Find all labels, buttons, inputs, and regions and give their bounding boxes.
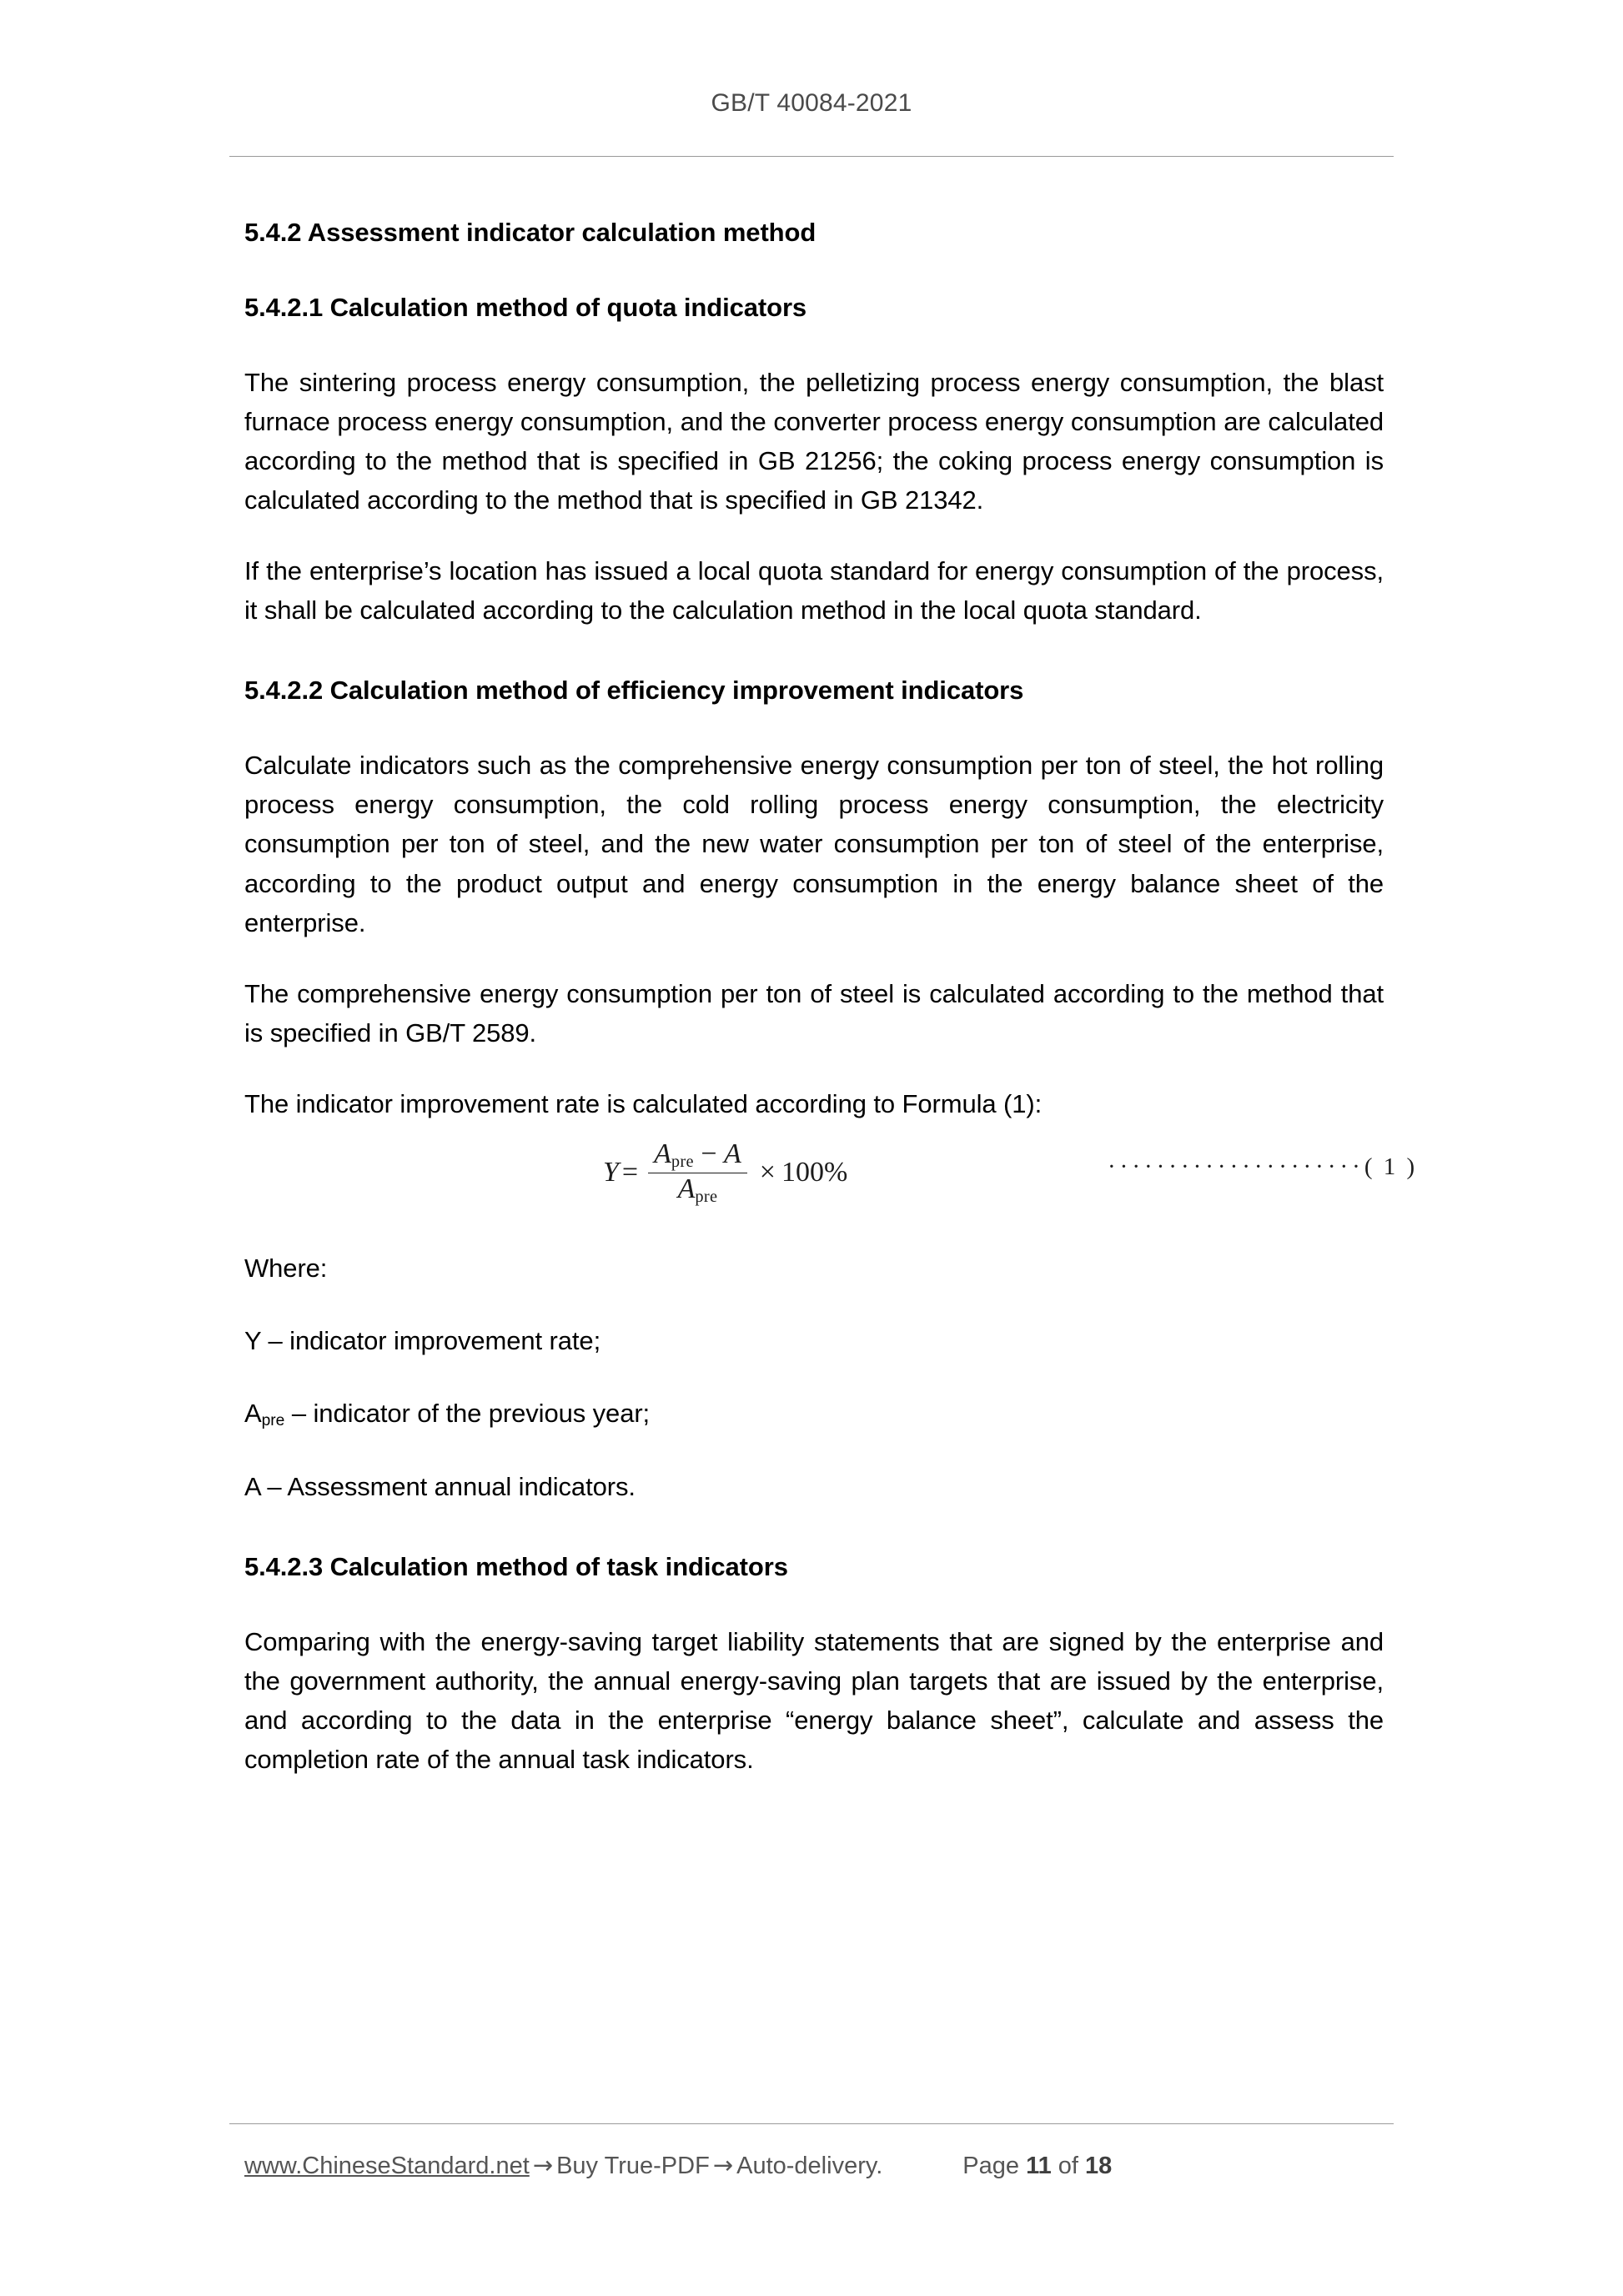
formula-number-1 [1108,1153,1417,1181]
spacer [244,630,1384,673]
spacer [244,1585,1384,1622]
footer-divider [229,2123,1394,2124]
formula-fraction [648,1138,747,1208]
arrow-right-icon-2: → [712,2151,734,2179]
formula-equals: = [621,1157,639,1188]
header-standard-number: GB/T 40084-2021 [711,89,912,117]
numerator-b: A [724,1138,741,1170]
definition-a: A – Assessment annual indicators. [244,1471,636,1501]
formula-1-expression [603,1138,847,1208]
numerator-a: A [654,1138,671,1170]
footer-website-link[interactable]: www.ChineseStandard.net [244,2153,530,2179]
formula-factor: 100% [781,1157,848,1188]
spacer [244,1360,1384,1394]
page-label: Page [962,2153,1019,2179]
spacer [244,250,1384,290]
arrow-right-icon: → [532,2151,554,2179]
paragraph-local-quota-standard: If the enterprise’s location has issued a local quota standard for energy consumption of the process, it shall be calculated according to the calculation method in the local quota standard. [244,556,1384,625]
heading-5-4-2-1: 5.4.2.1 Calculation method of quota indicators [244,292,807,322]
paragraph-gbt-2589: The comprehensive energy consumption per ton of steel is calculated according to the method that is specified in GB/T 2589. [244,978,1384,1048]
footer-delivery-text: Auto-delivery. [736,2153,883,2179]
spacer [244,1288,1384,1321]
denominator-a-subscript: pre [695,1188,718,1207]
spacer [244,708,1384,746]
numerator-a-subscript: pre [671,1153,694,1172]
heading-5-4-2-3: 5.4.2.3 Calculation method of task indicators [244,1551,788,1581]
definition-y: Y – indicator improvement rate; [244,1326,601,1356]
dot-leaders: ····················· [1108,1153,1364,1181]
where-label: Where: [244,1254,328,1284]
formula-block [244,1123,1418,1248]
denominator-a: A [677,1173,696,1205]
definition-a-pre [244,1394,1384,1433]
header-divider [229,156,1394,157]
paragraph-quota-calculation: The sintering process energy consumption, the pelletizing process energy consumption, the blast furnace process energy consumption, and the converter process energy consumption are calculated according to the method that is specified in GB 21256; the coking process energy consumption is calculated according to the method that is specified in GB 21342. [244,367,1384,515]
formula-lhs: Y [603,1157,619,1188]
formula-times: × [759,1157,776,1188]
formula-index: ( 1 ) [1364,1153,1418,1181]
paragraph-task-indicators: Comparing with the energy-saving target liability statements that are signed by the enterprise and the government authority, the annual energy-saving plan targets that are issued by the enterprise, and according to the data in the enterprise “energy balance sheet”, calculate and assess the completion rate of the annual task indicators. [244,1626,1384,1774]
page-total: 18 [1085,2153,1113,2179]
paragraph-efficiency-indicators: Calculate indicators such as the comprehensive energy consumption per ton of steel, the hot rolling process energy consumption, the cold rolling process energy consumption, the electricity consumption per ton of steel, and the new water consumption per ton of steel of the enterprise, according to the product output and energy consumption in the energy balance sheet of the enterprise. [244,751,1384,937]
spacer [244,1434,1384,1467]
formula-minus: − [701,1138,717,1170]
page-footer [244,2150,1395,2183]
formula-numerator [648,1138,747,1173]
definition-a-pre-symbol: A [244,1399,262,1429]
spacer [244,520,1384,551]
definition-a-pre-text: – indicator of the previous year; [284,1399,651,1429]
spacer [244,1506,1384,1550]
page-number: 11 [1026,2153,1052,2179]
footer-buy-text: Buy True-PDF [556,2153,710,2179]
heading-5-4-2: 5.4.2 Assessment indicator calculation method [244,218,817,247]
formula-denominator [672,1173,724,1208]
page-header [229,88,1394,118]
paragraph-formula-intro: The indicator improvement rate is calculated according to Formula (1): [244,1088,1043,1118]
heading-5-4-2-2: 5.4.2.2 Calculation method of efficiency improvement indicators [244,676,1024,706]
footer-page-info [962,2153,1112,2179]
spacer [244,942,1384,974]
definition-a-pre-subscript: pre [261,1412,285,1430]
spacer [244,1053,1384,1084]
document-body [244,215,1418,1779]
spacer [244,325,1384,363]
of-label: of [1058,2153,1078,2179]
